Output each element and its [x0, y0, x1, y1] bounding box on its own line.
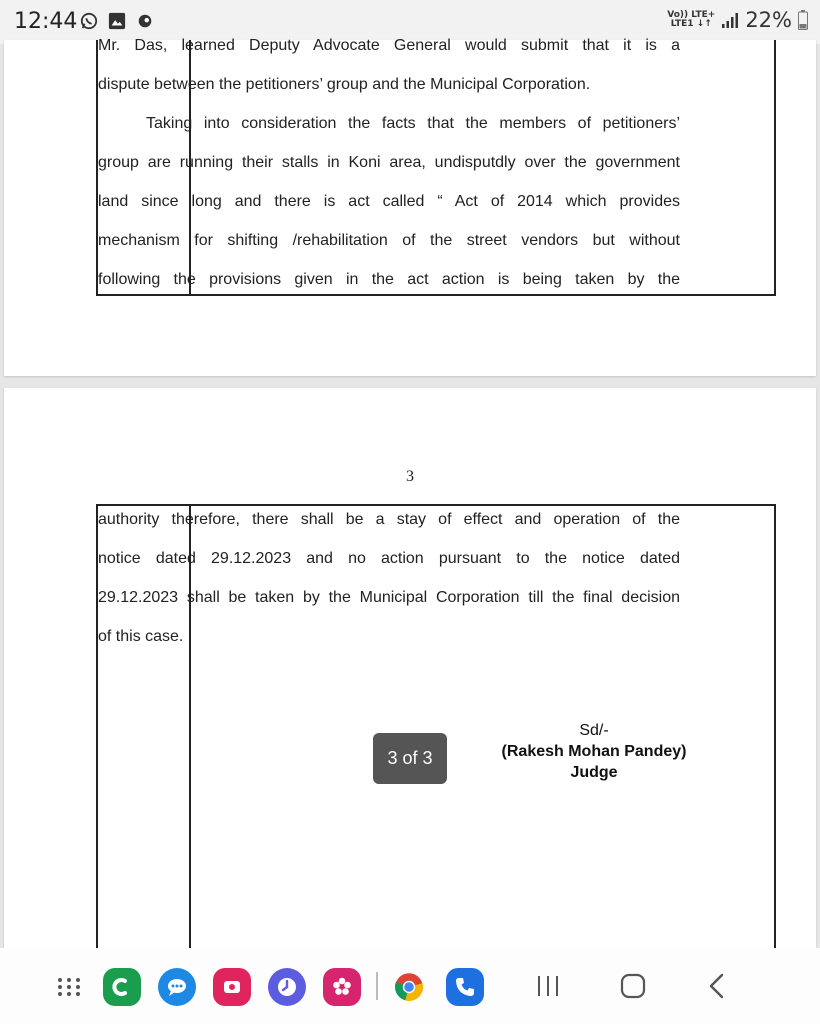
text-line: mechanism for shifting /rehabilitation of the street vendors but without	[98, 232, 680, 249]
home-icon[interactable]	[619, 970, 647, 1002]
text-line: 29.12.2023 shall be taken by the Municipal Corporation till the final decision	[98, 589, 680, 606]
screen-recorder-icon[interactable]	[213, 968, 251, 1006]
chrome-icon[interactable]	[390, 968, 428, 1006]
order-text	[98, 500, 680, 656]
whatsapp-icon[interactable]	[103, 968, 141, 1006]
messages-icon[interactable]	[158, 968, 196, 1006]
page-indicator: 3 of 3	[373, 733, 447, 784]
clock-icon[interactable]	[268, 968, 306, 1006]
text-line: Mr. Das, learned Deputy Advocate General would submit that it is a	[98, 37, 680, 54]
phone-icon[interactable]	[446, 968, 484, 1006]
navigation-dock	[0, 948, 820, 1024]
judge-title: Judge	[570, 764, 618, 781]
judge-name: (Rakesh Mohan Pandey)	[501, 743, 687, 760]
dock-divider	[376, 972, 378, 1000]
signature-sd: Sd/-	[579, 722, 609, 739]
page-number: 3	[406, 468, 414, 485]
text-line: land since long and there is act called “ Act of 2014 which provides	[98, 193, 680, 210]
battery-icon	[798, 10, 808, 30]
status-time: 12:44	[14, 9, 78, 34]
recents-icon[interactable]	[535, 970, 561, 1002]
blossom-icon[interactable]	[323, 968, 361, 1006]
signal-icon	[721, 11, 739, 29]
apps-grid-icon[interactable]	[58, 978, 80, 996]
text-line: notice dated 29.12.2023 and no action pursuant to the notice dated	[98, 550, 680, 567]
text-line: dispute between the petitioners’ group and the Municipal Corporation.	[98, 76, 591, 93]
text-line: authority therefore, there shall be a stay of effect and operation of the	[98, 511, 680, 528]
back-icon[interactable]	[706, 970, 728, 1002]
text-line: following the provisions given in the act action is being taken by the	[98, 271, 680, 288]
signature-block	[474, 720, 714, 783]
status-right	[667, 8, 808, 32]
whatsapp-notification-icon	[80, 12, 98, 30]
document-page-3	[4, 388, 816, 958]
order-text	[98, 26, 680, 299]
network-indicator: Vo)) LTE+ LTE1 ↓↑	[667, 10, 716, 29]
text-line: group are running their stalls in Koni area, undisputdly over the government	[98, 154, 680, 171]
document-page-2	[4, 37, 816, 376]
battery-percent: 22%	[745, 8, 792, 32]
text-line: of this case.	[98, 628, 184, 645]
text-line: Taking into consideration the facts that the members of petitioners’	[146, 115, 680, 132]
